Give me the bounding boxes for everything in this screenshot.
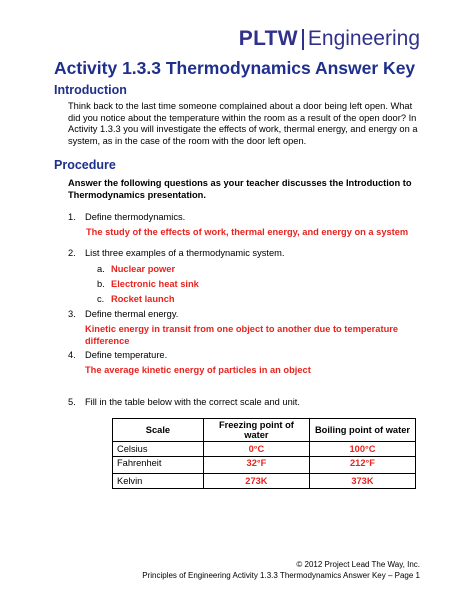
question-2-number: 2.	[68, 248, 76, 258]
list-item-c-text: Rocket launch	[111, 294, 175, 304]
list-item-b-letter: b.	[97, 279, 105, 289]
table-header-row	[113, 419, 416, 442]
question-4-answer: The average kinetic energy of particles in an object	[85, 365, 311, 375]
temperature-scale-table	[112, 418, 416, 489]
question-4-text: Define temperature.	[85, 350, 168, 360]
list-item-b-text: Electronic heat sink	[111, 279, 199, 289]
procedure-instruction: Answer the following questions as your teacher discusses the Introduction to Thermodynamics presentation.	[68, 178, 412, 200]
question-5-number: 5.	[68, 397, 76, 407]
table-cell-freezing: 0°C	[203, 442, 309, 457]
table-cell-scale: Fahrenheit	[113, 457, 204, 474]
pltw-logo	[239, 27, 420, 51]
table-header-freezing: Freezing point of water	[203, 419, 309, 442]
table-cell-freezing: 32°F	[203, 457, 309, 474]
table-header-boiling: Boiling point of water	[309, 419, 415, 442]
table-cell-boiling: 373K	[309, 474, 415, 489]
logo-brand: PLTW	[238, 27, 298, 50]
table-header-scale: Scale	[113, 419, 204, 442]
table-cell-freezing: 273K	[203, 474, 309, 489]
question-3-text: Define thermal energy.	[85, 309, 179, 319]
footer-course: Principles of Engineering Activity 1.3.3 Thermodynamics Answer Key – Page 1	[142, 571, 420, 580]
footer-copyright: © 2012 Project Lead The Way, Inc.	[296, 560, 420, 569]
question-5-text: Fill in the table below with the correct scale and unit.	[85, 397, 300, 407]
list-item-a-text: Nuclear power	[111, 264, 176, 274]
page-title: Activity 1.3.3 Thermodynamics Answer Key	[54, 58, 416, 78]
question-1-number: 1.	[68, 212, 76, 222]
procedure-heading: Procedure	[54, 158, 116, 172]
table-row	[113, 442, 416, 457]
list-item-c-letter: c.	[97, 294, 105, 304]
table-cell-boiling: 100°C	[309, 442, 415, 457]
logo-sub: Engineering	[307, 27, 420, 50]
logo-divider	[302, 29, 304, 50]
table-cell-scale: Celsius	[113, 442, 204, 457]
question-1-answer: The study of the effects of work, thermal energy, and energy on a system	[86, 227, 409, 237]
question-1-text: Define thermodynamics.	[85, 212, 186, 222]
question-3-number: 3.	[68, 309, 76, 319]
question-4-number: 4.	[68, 350, 76, 360]
introduction-heading: Introduction	[54, 83, 127, 97]
table-row	[113, 457, 416, 474]
table-row	[113, 474, 416, 489]
table-cell-scale: Kelvin	[113, 474, 204, 489]
question-3-answer: Kinetic energy in transit from one object to another due to temperature difference	[85, 324, 399, 346]
list-item-a-letter: a.	[97, 264, 105, 274]
table-cell-boiling: 212°F	[309, 457, 415, 474]
question-2-text: List three examples of a thermodynamic system.	[85, 248, 285, 258]
introduction-text: Think back to the last time someone complained about a door being left open. What did you notice about the temperature within the room as a result of the open door? In Activity 1.3.3 you will investigate the effects of work, thermal energy, and energy on a system, as in the case of the room with the door left open.	[68, 101, 418, 146]
